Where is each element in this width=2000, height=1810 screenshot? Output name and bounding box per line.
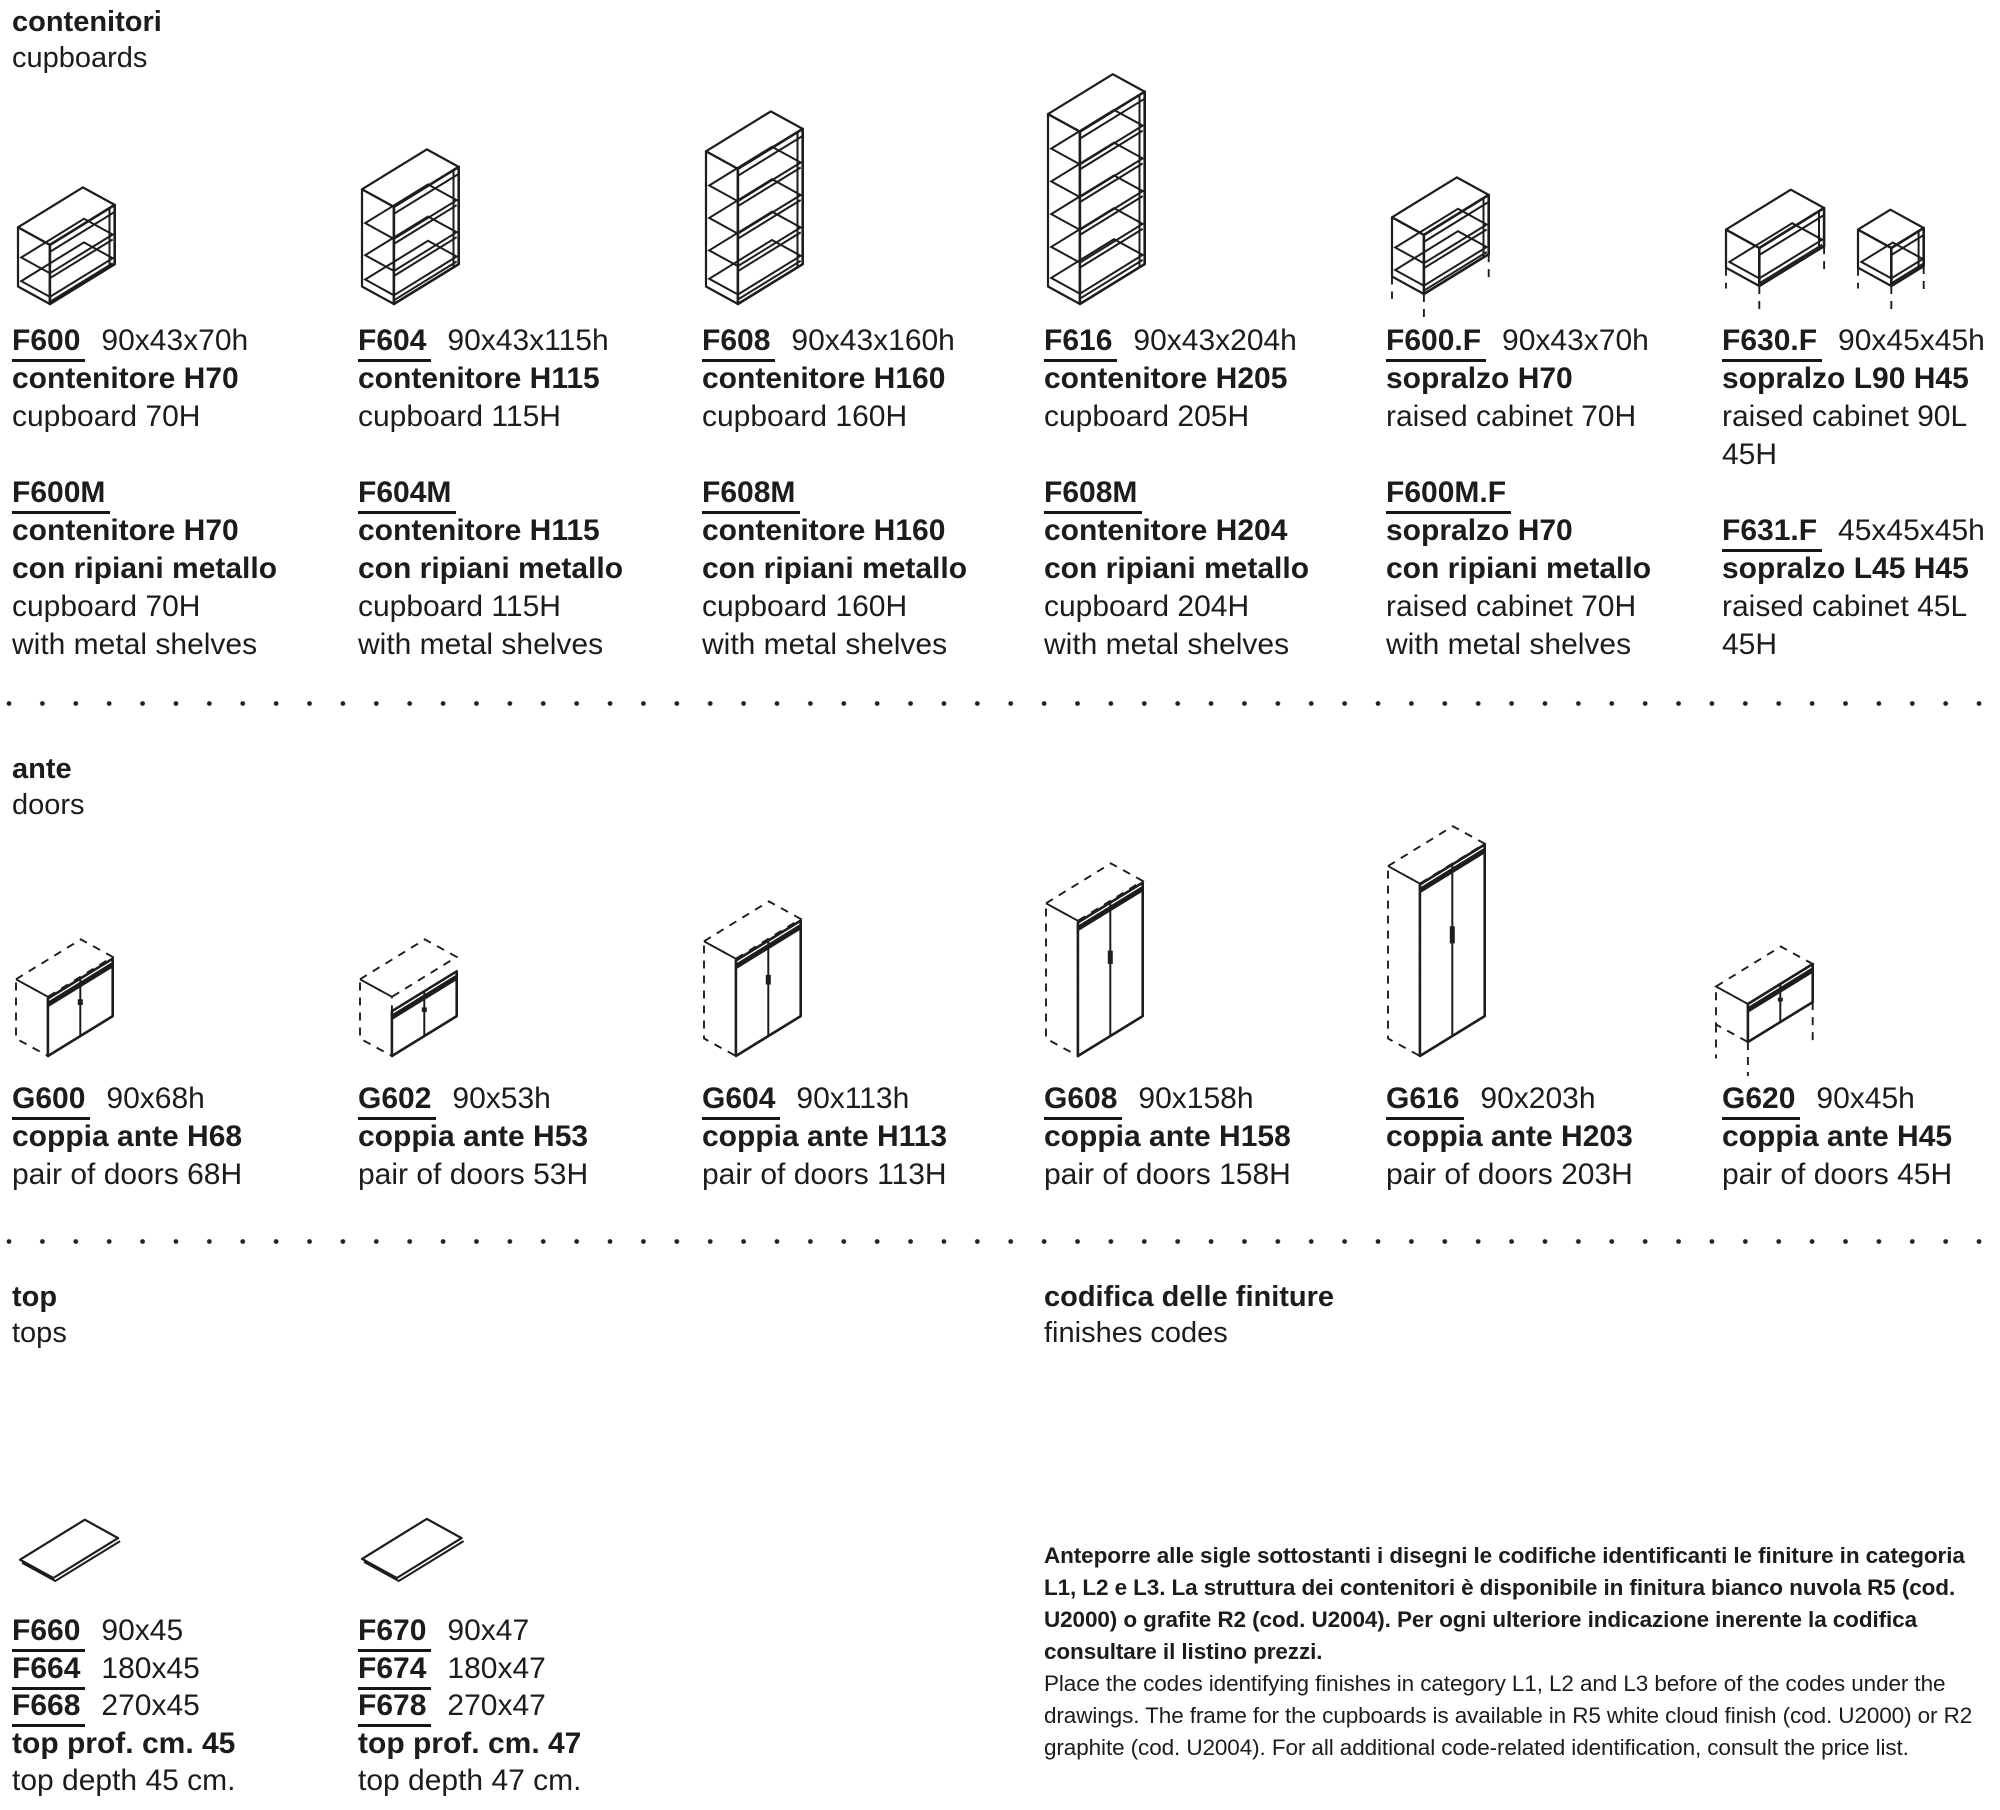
product-name-it: contenitore H70 bbox=[12, 362, 239, 395]
product-desc-en: raised cabinet 70H bbox=[1386, 590, 1637, 623]
product-name-it: con ripiani metallo bbox=[12, 552, 278, 585]
product-name-it: coppia ante H53 bbox=[358, 1120, 589, 1153]
drawing-G604 bbox=[704, 901, 801, 1056]
product-code: F604 bbox=[358, 324, 431, 362]
product-code: F604M bbox=[358, 476, 456, 514]
product-item-F631.F bbox=[1722, 512, 2000, 664]
dotted-divider bbox=[6, 1238, 1996, 1245]
product-desc-en: pair of doors 53H bbox=[358, 1158, 589, 1191]
product-desc-en: 45H bbox=[1722, 438, 1778, 471]
product-item-G620 bbox=[1722, 1080, 2000, 1194]
product-item-F604 bbox=[358, 322, 703, 436]
product-dimensions: 270x45 bbox=[101, 1689, 200, 1722]
section-title-doors bbox=[12, 751, 85, 823]
product-item-F608 bbox=[702, 322, 1047, 436]
section-title-en: doors bbox=[12, 789, 85, 821]
section-title-it: codifica delle finiture bbox=[1044, 1281, 1335, 1313]
product-item-F608M bbox=[702, 474, 1047, 664]
product-code: F608M bbox=[1044, 476, 1142, 514]
section-title-en: tops bbox=[12, 1317, 67, 1349]
product-code: F608 bbox=[702, 324, 775, 362]
product-code: F670 bbox=[358, 1614, 431, 1652]
product-desc-en: cupboard 205H bbox=[1044, 400, 1250, 433]
product-name-it: con ripiani metallo bbox=[702, 552, 968, 585]
drawing-F630.F bbox=[1726, 190, 1824, 312]
product-code: G600 bbox=[12, 1082, 90, 1120]
product-code: G616 bbox=[1386, 1082, 1464, 1120]
product-item-F608M bbox=[1044, 474, 1389, 664]
product-item-G602 bbox=[358, 1080, 703, 1194]
finishes-note-english: Place the codes identifying finishes in category L1, L2 and L3 before of the codes under the drawings. The frame for the cupboards is available in R5 white cloud finish (cod. U2000) or R2 graphite (cod. U2004). For all additional code-related identification, consult the price list. bbox=[1044, 1671, 1973, 1760]
product-name-it: sopralzo L45 H45 bbox=[1722, 552, 1969, 585]
product-dimensions: 270x47 bbox=[447, 1689, 546, 1722]
dotted-divider bbox=[6, 700, 1996, 707]
product-code: G620 bbox=[1722, 1082, 1800, 1120]
product-dimensions: 45x45x45h bbox=[1838, 514, 1985, 547]
drawing-G620 bbox=[1716, 947, 1813, 1077]
product-desc-en: raised cabinet 45L bbox=[1722, 590, 1968, 623]
product-dimensions: 90x158h bbox=[1138, 1082, 1254, 1115]
tops-depth-en: top depth 47 cm. bbox=[358, 1764, 582, 1797]
product-item-G604 bbox=[702, 1080, 1047, 1194]
finishes-note-italian: Anteporre alle sigle sottostanti i disegni le codifiche identificanti le finiture in categoria L1, L2 e L3. La struttura dei contenitori è disponibile in finitura bianco nuvola R5 (cod. U2000) o grafite R2 (cod. U2004). Per ogni ulteriore indicazione inerente la codifica consultare il listino prezzi. bbox=[1044, 1543, 1965, 1664]
product-dimensions: 90x68h bbox=[106, 1082, 205, 1115]
product-desc-en: pair of doors 158H bbox=[1044, 1158, 1291, 1191]
drawing-F608 bbox=[706, 111, 803, 304]
product-item-F600.F bbox=[1386, 322, 1731, 436]
product-name-it: con ripiani metallo bbox=[1386, 552, 1652, 585]
section-title-it: top bbox=[12, 1281, 58, 1313]
tops-depth-en: top depth 45 cm. bbox=[12, 1764, 236, 1797]
product-desc-en: pair of doors 203H bbox=[1386, 1158, 1633, 1191]
drawing-F670 bbox=[362, 1519, 464, 1581]
product-code: F600M.F bbox=[1386, 476, 1511, 514]
product-code: F630.F bbox=[1722, 324, 1822, 362]
product-item-F600 bbox=[12, 322, 357, 436]
section-title-it: contenitori bbox=[12, 6, 162, 38]
drawing-G602 bbox=[360, 939, 457, 1056]
tops-depth-it: top prof. cm. 45 bbox=[12, 1726, 236, 1760]
product-item-F630.F bbox=[1722, 322, 2000, 474]
product-desc-en: cupboard 160H bbox=[702, 590, 908, 623]
product-desc-en: with metal shelves bbox=[12, 628, 258, 661]
product-dimensions: 90x43x204h bbox=[1133, 324, 1297, 357]
drawing-F604 bbox=[362, 149, 459, 304]
product-code: G604 bbox=[702, 1082, 780, 1120]
product-desc-en: cupboard 70H bbox=[12, 400, 201, 433]
product-item-F616 bbox=[1044, 322, 1389, 436]
product-name-it: contenitore H70 bbox=[12, 514, 239, 547]
product-dimensions: 90x43x70h bbox=[101, 324, 249, 357]
product-dimensions: 90x43x160h bbox=[791, 324, 955, 357]
product-code: F600.F bbox=[1386, 324, 1486, 362]
product-dimensions: 90x47 bbox=[447, 1614, 530, 1647]
section-title-en: finishes codes bbox=[1044, 1317, 1228, 1349]
product-name-it: contenitore H205 bbox=[1044, 362, 1288, 395]
section-title-tops bbox=[12, 1279, 67, 1351]
drawing-F600.F bbox=[1392, 177, 1489, 322]
product-item-F600M.F bbox=[1386, 474, 1731, 664]
product-desc-en: with metal shelves bbox=[1044, 628, 1290, 661]
product-name-it: coppia ante H113 bbox=[702, 1120, 948, 1153]
product-code: F600 bbox=[12, 324, 85, 362]
product-name-it: coppia ante H45 bbox=[1722, 1120, 1953, 1153]
product-dimensions: 90x45x45h bbox=[1838, 324, 1985, 357]
product-dimensions: 90x45 bbox=[101, 1614, 184, 1647]
product-item-G608 bbox=[1044, 1080, 1389, 1194]
product-code: F674 bbox=[358, 1652, 431, 1690]
section-title-en: cupboards bbox=[12, 42, 148, 74]
product-dimensions: 90x203h bbox=[1480, 1082, 1596, 1115]
product-desc-en: raised cabinet 70H bbox=[1386, 400, 1637, 433]
drawing-G616 bbox=[1388, 826, 1485, 1056]
product-dimensions: 180x45 bbox=[101, 1651, 200, 1685]
section-title-finishes bbox=[1044, 1279, 1334, 1351]
drawing-F631.F bbox=[1858, 210, 1924, 312]
product-name-it: sopralzo H70 bbox=[1386, 514, 1573, 547]
product-desc-en: cupboard 204H bbox=[1044, 590, 1250, 623]
product-name-it: contenitore H115 bbox=[358, 362, 600, 395]
product-name-it: coppia ante H158 bbox=[1044, 1120, 1291, 1153]
finishes-note bbox=[1044, 1540, 2000, 1764]
drawing-G608 bbox=[1046, 863, 1143, 1056]
product-name-it: contenitore H204 bbox=[1044, 514, 1288, 547]
product-code: F616 bbox=[1044, 324, 1117, 362]
product-desc-en: with metal shelves bbox=[1386, 628, 1632, 661]
section-title-it: ante bbox=[12, 753, 72, 785]
tops-group bbox=[12, 1612, 357, 1800]
drawing-F600 bbox=[18, 187, 115, 304]
product-name-it: con ripiani metallo bbox=[1044, 552, 1310, 585]
product-desc-en: raised cabinet 90L bbox=[1722, 400, 1968, 433]
section-title-cupboards bbox=[12, 4, 162, 76]
product-dimensions: 90x43x115h bbox=[447, 324, 609, 357]
product-name-it: coppia ante H203 bbox=[1386, 1120, 1633, 1153]
product-code: F678 bbox=[358, 1689, 431, 1727]
product-desc-en: cupboard 115H bbox=[358, 400, 561, 433]
product-desc-en: cupboard 160H bbox=[702, 400, 908, 433]
product-dimensions: 90x113h bbox=[796, 1082, 910, 1115]
product-name-it: con ripiani metallo bbox=[358, 552, 624, 585]
product-item-F604M bbox=[358, 474, 703, 664]
product-code: F608M bbox=[702, 476, 800, 514]
tops-depth-it: top prof. cm. 47 bbox=[358, 1726, 582, 1760]
product-dimensions: 90x53h bbox=[452, 1082, 551, 1115]
product-code: G608 bbox=[1044, 1082, 1122, 1120]
product-dimensions: 90x43x70h bbox=[1502, 324, 1649, 357]
product-code: F600M bbox=[12, 476, 110, 514]
product-name-it: sopralzo L90 H45 bbox=[1722, 362, 1969, 395]
product-item-G600 bbox=[12, 1080, 357, 1194]
tops-group bbox=[358, 1612, 703, 1800]
product-item-G616 bbox=[1386, 1080, 1731, 1194]
product-code: F660 bbox=[12, 1614, 85, 1652]
product-name-it: contenitore H160 bbox=[702, 362, 946, 395]
product-desc-en: with metal shelves bbox=[358, 628, 604, 661]
product-desc-en: with metal shelves bbox=[702, 628, 948, 661]
product-desc-en: pair of doors 45H bbox=[1722, 1158, 1953, 1191]
product-code: F631.F bbox=[1722, 514, 1822, 552]
drawing-F660 bbox=[20, 1520, 120, 1581]
product-desc-en: cupboard 70H bbox=[12, 590, 201, 623]
product-desc-en: cupboard 115H bbox=[358, 590, 561, 623]
product-desc-en: pair of doors 113H bbox=[702, 1158, 947, 1191]
product-name-it: contenitore H160 bbox=[702, 514, 946, 547]
product-item-F600M bbox=[12, 474, 357, 664]
product-desc-en: pair of doors 68H bbox=[12, 1158, 243, 1191]
product-name-it: coppia ante H68 bbox=[12, 1120, 243, 1153]
product-dimensions: 180x47 bbox=[447, 1651, 546, 1685]
product-code: F664 bbox=[12, 1652, 85, 1690]
product-desc-en: 45H bbox=[1722, 628, 1778, 661]
product-code: F668 bbox=[12, 1689, 85, 1727]
product-name-it: contenitore H115 bbox=[358, 514, 600, 547]
drawing-F616 bbox=[1048, 74, 1145, 304]
product-code: G602 bbox=[358, 1082, 436, 1120]
product-dimensions: 90x45h bbox=[1816, 1082, 1915, 1115]
product-name-it: sopralzo H70 bbox=[1386, 362, 1573, 395]
drawing-G600 bbox=[16, 939, 113, 1056]
